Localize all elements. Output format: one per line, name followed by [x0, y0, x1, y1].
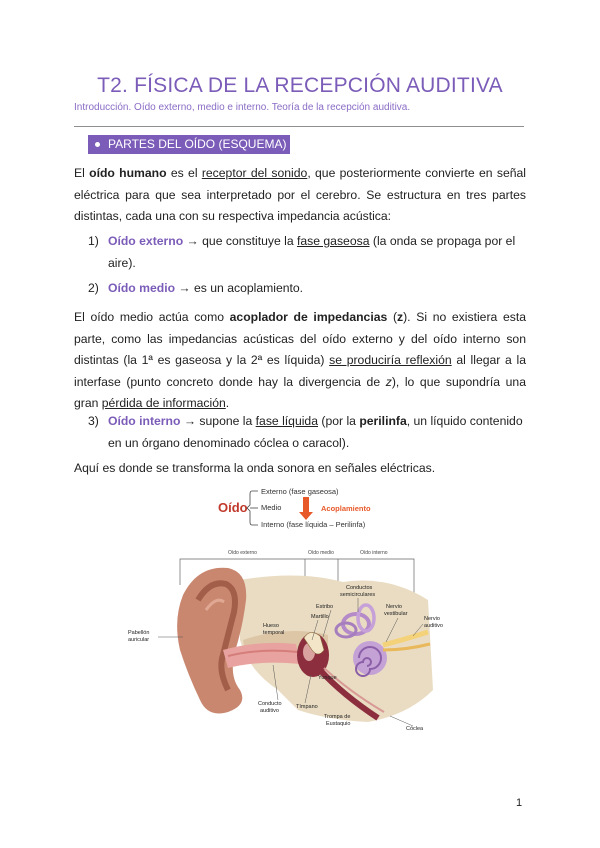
- divider: [74, 126, 524, 127]
- label-pabellon: Pabellón: [128, 630, 150, 636]
- label-oido-externo: Oído externo: [228, 550, 257, 556]
- label-trompa: Trompa de: [324, 714, 351, 720]
- label-nervio-vestibular: Nervio: [386, 604, 402, 610]
- svg-text:auditivo: auditivo: [260, 708, 279, 714]
- label-oido-medio: Oído medio: [308, 550, 334, 556]
- svg-text:semicirculares: semicirculares: [340, 592, 376, 598]
- ear-anatomy-illustration: [128, 540, 448, 740]
- label-nervio-auditivo: Nervio: [424, 616, 440, 622]
- schema-medio: Medio: [261, 503, 282, 512]
- svg-text:temporal: temporal: [263, 630, 285, 636]
- svg-text:auricular: auricular: [128, 637, 150, 643]
- svg-text:vestibular: vestibular: [384, 611, 408, 617]
- label-timpano: Tímpano: [296, 704, 318, 710]
- svg-text:Eustaquio: Eustaquio: [326, 721, 351, 727]
- schema-main-label: Oído: [218, 500, 248, 515]
- svg-text:auditivo: auditivo: [424, 623, 443, 629]
- list-item-oido-interno: 3) Oído interno → supone la fase líquida (por la perilinfa, un líquido contenido en un órgano denominado cóclea o caracol).: [88, 414, 523, 450]
- page-title: T2. FÍSICA DE LA RECEPCIÓN AUDITIVA: [97, 74, 503, 97]
- schema-acoplamiento: Acoplamiento: [321, 504, 371, 513]
- label-oido-interno: Oído interno: [360, 550, 388, 556]
- pinna: [177, 568, 246, 714]
- section-heading: [88, 135, 290, 154]
- label-conductos: Conductos: [346, 585, 373, 591]
- final-paragraph: Aquí es donde se transforma la onda sonora en señales eléctricas.: [74, 461, 436, 475]
- label-hueso-temporal: Hueso: [263, 623, 279, 629]
- label-coclea: Cóclea: [406, 726, 424, 732]
- middle-ear-paragraph: El oído medio actúa como acoplador de impedancias (z). Si no existiera esta parte, como las impedancias acústicas del oído externo y del oído interno son distintas (la 1ª es gaseosa y la 2ª es líquida) se produciría reflexión al llegar a la interfase (punto concreto donde hay la divergencia de z), lo que supondría una gran pérdida de información.: [74, 310, 527, 410]
- ear-parts-schema: [210, 483, 410, 533]
- intro-paragraph: El oído humano es el receptor del sonido, que posteriormente convierte en señal eléctrica para que sea interpretado por el cerebro. Se estructura en tres partes distintas, cada una con su respectiva impedancia acústica:: [74, 166, 526, 223]
- page-subtitle: Introducción. Oído externo, medio e interno. Teoría de la recepción auditiva.: [74, 102, 411, 113]
- label-martillo: Martillo: [311, 614, 329, 620]
- page-number: 1: [516, 797, 523, 809]
- down-arrow-icon: [299, 497, 313, 520]
- schema-externo: Externo (fase gaseosa): [261, 487, 339, 496]
- bullet-icon: [95, 142, 100, 147]
- list-item-oido-externo: 1) Oído externo → que constituye la fase gaseosa (la onda se propaga por el aire).: [88, 234, 516, 270]
- schema-interno: Interno (fase líquida – Perilinfa): [261, 520, 366, 529]
- label-conducto-auditivo: Conducto: [258, 701, 282, 707]
- label-yunque: Yunque: [318, 675, 337, 681]
- label-estribo: Estribo: [316, 604, 334, 610]
- list-item-oido-medio: 2) Oído medio → es un acoplamiento.: [88, 281, 304, 295]
- section-heading-label: PARTES DEL OÍDO (ESQUEMA): [108, 137, 287, 151]
